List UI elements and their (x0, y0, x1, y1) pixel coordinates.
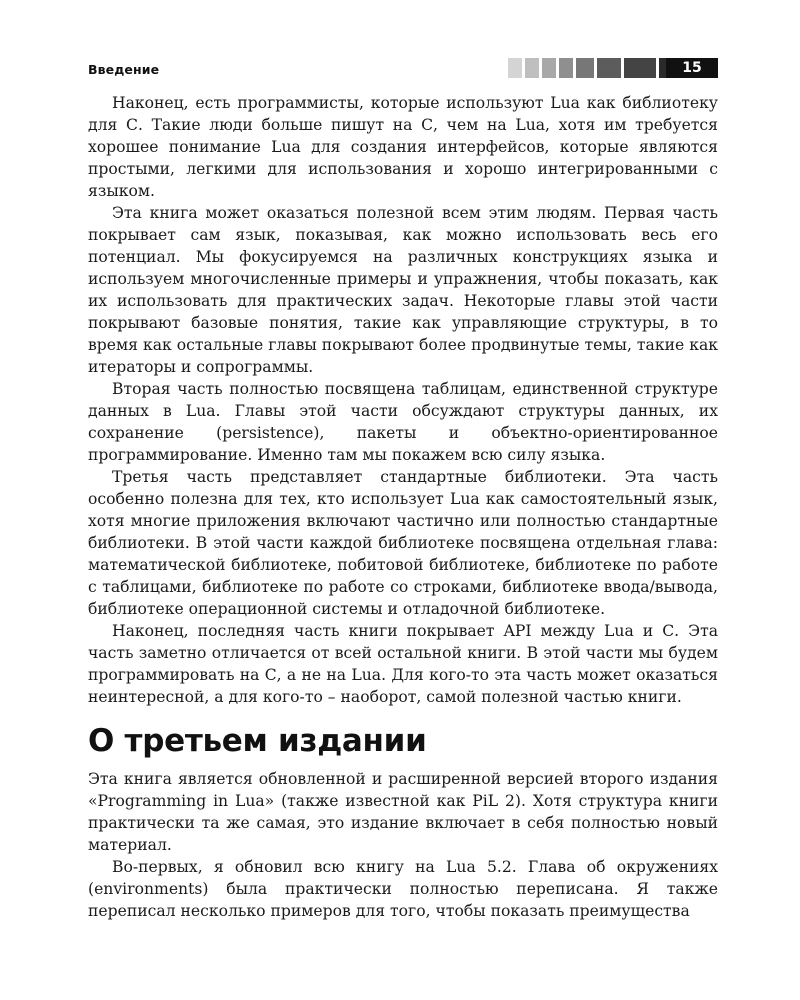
bar-segment (525, 58, 539, 78)
paragraph: Наконец, последняя часть книги покрывает API между Lua и С. Эта часть заметно отличается от всей остальной книги. В этой части мы будем программировать на С, а не на Lua. Для кого-то эта часть может оказаться неинтересной, а для кого-то – наоборот, самой полезной частью книги. (88, 622, 718, 706)
bar-segment (559, 58, 573, 78)
chapter-title: Введение (88, 62, 160, 77)
section-heading: О третьем издании (88, 723, 427, 759)
running-header (88, 50, 718, 82)
bar-segment (597, 58, 621, 78)
bar-segment (508, 58, 522, 78)
bar-segment (542, 58, 556, 78)
bar-segment (576, 58, 594, 78)
paragraph: Наконец, есть программисты, которые используют Lua как библиотеку для С. Такие люди больше пишут на С, чем на Lua, хотя им требуется хорошее понимание Lua для создания интерфейсов, которые являются простыми, легкими для использования и хорошо интегрированными с языком. (88, 94, 718, 200)
paragraph: Эта книга является обновленной и расширенной версией второго издания «Programming in Lua» (также известной как PiL 2). Хотя структура книги практически та же самая, это издание включает в себя полностью новый материал. (88, 770, 718, 854)
paragraph: Вторая часть полностью посвящена таблицам, единственной структуре данных в Lua. Главы этой части обсуждают структуры данных, их сохранение (persistence), пакеты и объектно-ориентированное программирование. Именно там мы покажем всю силу языка. (88, 380, 718, 464)
bar-segment (624, 58, 656, 78)
paragraph: Третья часть представляет стандартные библиотеки. Эта часть особенно полезна для тех, кто использует Lua как самостоятельный язык, хотя многие приложения включают частично или полностью стандартные библиотеки. В этой части каждой библиотеке посвящена отдельная глава: математической библиотеке, побитовой библиотеке, библиотеке по работе с таблицами, библиотеке по работе со строками, библиотеке ввода/вывода, библиотеке операционной системы и отладочной библиотеке. (88, 468, 718, 618)
body-text (88, 92, 718, 922)
paragraph: Во-первых, я обновил всю книгу на Lua 5.2. Глава об окружениях (environments) была практически полностью переписана. Я также переписал несколько примеров для того, чтобы показать преимущества (88, 858, 718, 920)
page-number: 15 (666, 58, 718, 78)
paragraph: Эта книга может оказаться полезной всем этим людям. Первая часть покрывает сам язык, показывая, как можно использовать весь его потенциал. Мы фокусируемся на различных конструкциях языка и используем многочисленные примеры и упражнения, чтобы показать, как их использовать для практических задач. Некоторые главы этой части покрывают базовые понятия, такие как управляющие структуры, в то время как остальные главы покрывают более продвинутые темы, такие как итераторы и сопрограммы. (88, 204, 718, 376)
